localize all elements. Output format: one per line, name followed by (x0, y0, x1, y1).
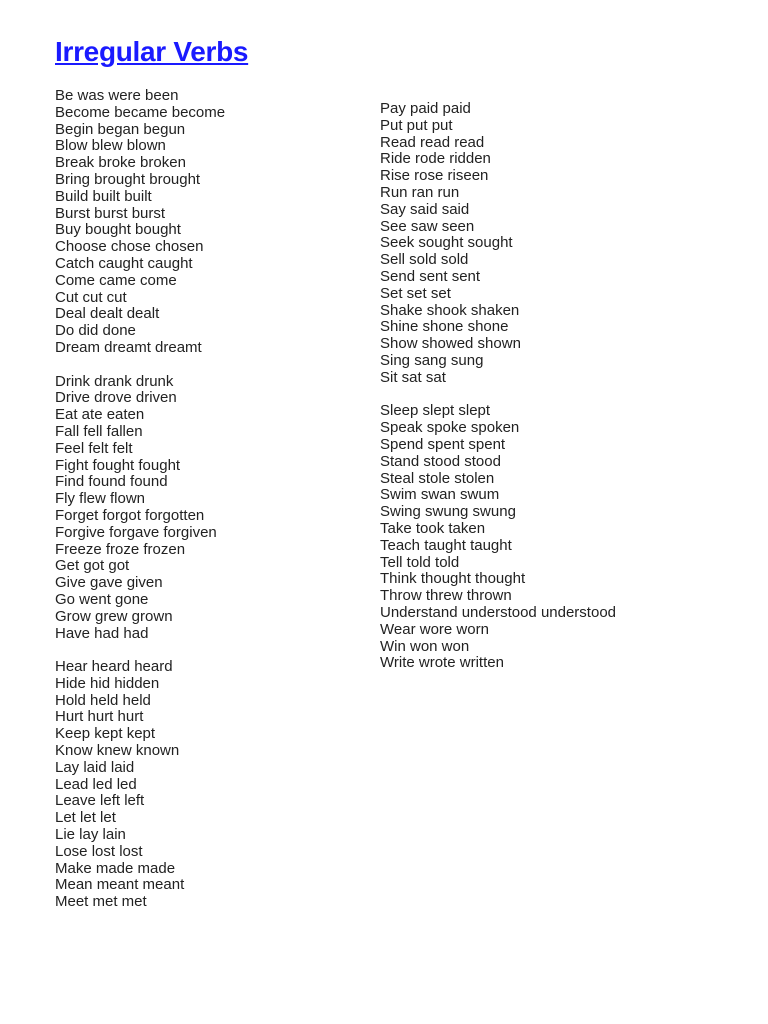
verb-forms-item: Fly flew flown (55, 490, 146, 508)
verb-forms-item: Run ran run (380, 183, 460, 201)
verb-forms-item: Give gave given (55, 574, 163, 592)
verb-forms-item: Grow grew grown (55, 607, 173, 625)
verb-forms-item: Put put put (380, 116, 453, 134)
verb-forms-item: Sell sold sold (380, 251, 469, 269)
verb-forms-item: Mean meant meant (55, 876, 185, 894)
verb-forms-item: Send sent sent (380, 267, 481, 285)
verb-forms-item: Pay paid paid (380, 100, 471, 117)
verb-forms-item: Shine shone shone (380, 318, 509, 336)
verb-group (55, 88, 375, 357)
verb-forms-item: Set set set (380, 284, 451, 302)
verb-forms-item: Sleep slept slept (380, 402, 491, 420)
verb-forms-item: Do did done (55, 322, 136, 340)
verb-forms-item: Lie lay lain (55, 826, 126, 844)
verb-forms-item: Meet met met (55, 893, 147, 911)
verb-forms-item: Win won won (380, 637, 470, 655)
verb-forms-item: Think thought thought (380, 570, 526, 588)
verb-forms-item: Show showed shown (380, 335, 521, 353)
verb-forms-item: Blow blew blown (55, 137, 166, 155)
verb-forms-item: Stand stood stood (380, 452, 501, 470)
verb-group (380, 403, 700, 672)
verb-forms-item: Catch caught caught (55, 254, 193, 272)
verb-forms-item: Sit sat sat (380, 368, 446, 386)
verb-forms-item: See saw seen (380, 217, 475, 235)
verb-forms-item: Cut cut cut (55, 288, 127, 306)
verb-group (380, 101, 700, 387)
verb-forms-item: Have had had (55, 624, 149, 642)
verb-forms-item: Take took taken (380, 519, 486, 537)
verb-forms-item: Seek sought sought (380, 234, 513, 252)
right-verb-column (380, 101, 700, 689)
verb-forms-item: Hide hid hidden (55, 674, 160, 692)
verb-forms-item: Begin began begun (55, 120, 186, 138)
verb-forms-item: Keep kept kept (55, 725, 156, 743)
verb-forms-item: Burst burst burst (55, 204, 166, 222)
verb-forms-item: Choose chose chosen (55, 238, 204, 256)
verb-forms-item: Sing sang sung (380, 351, 484, 369)
verb-forms-item: Write wrote written (380, 654, 504, 672)
verb-forms-item: Teach taught taught (380, 536, 512, 554)
verb-forms-item: Fall fell fallen (55, 422, 143, 440)
verb-group (55, 659, 375, 911)
verb-forms-item: Fight fought fought (55, 456, 181, 474)
verb-forms-item: Forget forgot forgotten (55, 506, 205, 524)
verb-forms-item: Read read read (380, 133, 485, 151)
verb-forms-item: Steal stole stolen (380, 469, 495, 487)
verb-forms-item: Find found found (55, 473, 168, 491)
verb-forms-item: Swing swung swung (380, 503, 516, 521)
verb-forms-item: Lose lost lost (55, 842, 143, 860)
verb-forms-item: Be was were been (55, 87, 179, 104)
left-verb-column (55, 88, 375, 928)
verb-forms-item: Rise rose riseen (380, 167, 489, 185)
verb-forms-item: Hurt hurt hurt (55, 708, 144, 726)
verb-forms-item: Get got got (55, 557, 130, 575)
verb-forms-item: Tell told told (380, 553, 460, 571)
verb-forms-item: Understand understood understood (380, 603, 617, 621)
verb-forms-item: Freeze froze frozen (55, 540, 186, 558)
verb-forms-item: Shake shook shaken (380, 301, 520, 319)
verb-forms-item: Wear wore worn (380, 620, 489, 638)
verb-forms-item: Leave left left (55, 792, 145, 810)
verb-forms-item: Hear heard heard (55, 658, 173, 676)
verb-forms-item: Break broke broken (55, 154, 186, 172)
verb-forms-item: Say said said (380, 200, 470, 218)
verb-forms-item: Bring brought brought (55, 170, 201, 188)
verb-forms-item: Make made made (55, 859, 176, 877)
verb-forms-item: Know knew known (55, 742, 180, 760)
verb-forms-item: Drink drank drunk (55, 372, 174, 390)
verb-forms-item: Buy bought bought (55, 221, 181, 239)
verb-forms-item: Go went gone (55, 590, 149, 608)
verb-forms-item: Deal dealt dealt (55, 305, 160, 323)
verb-forms-item: Swim swan swum (380, 486, 500, 504)
verb-forms-item: Hold held held (55, 691, 151, 709)
verb-forms-item: Become became become (55, 103, 226, 121)
verb-forms-item: Build built built (55, 187, 152, 205)
verb-forms-item: Eat ate eaten (55, 406, 145, 424)
verb-group (55, 374, 375, 643)
verb-forms-item: Spend spent spent (380, 435, 506, 453)
verb-forms-item: Throw threw thrown (380, 587, 512, 605)
verb-forms-item: Feel felt felt (55, 439, 133, 457)
verb-forms-item: Drive drove driven (55, 389, 177, 407)
page-title[interactable]: Irregular Verbs (55, 36, 249, 67)
verb-forms-item: Come came come (55, 271, 177, 289)
verb-forms-item: Ride rode ridden (380, 150, 491, 168)
verb-forms-item: Forgive forgave forgiven (55, 523, 217, 541)
verb-forms-item: Dream dreamt dreamt (55, 338, 202, 356)
verb-forms-item: Speak spoke spoken (380, 419, 520, 437)
verb-forms-item: Lead led led (55, 775, 137, 793)
verb-forms-item: Lay laid laid (55, 758, 135, 776)
verb-forms-item: Let let let (55, 809, 116, 827)
